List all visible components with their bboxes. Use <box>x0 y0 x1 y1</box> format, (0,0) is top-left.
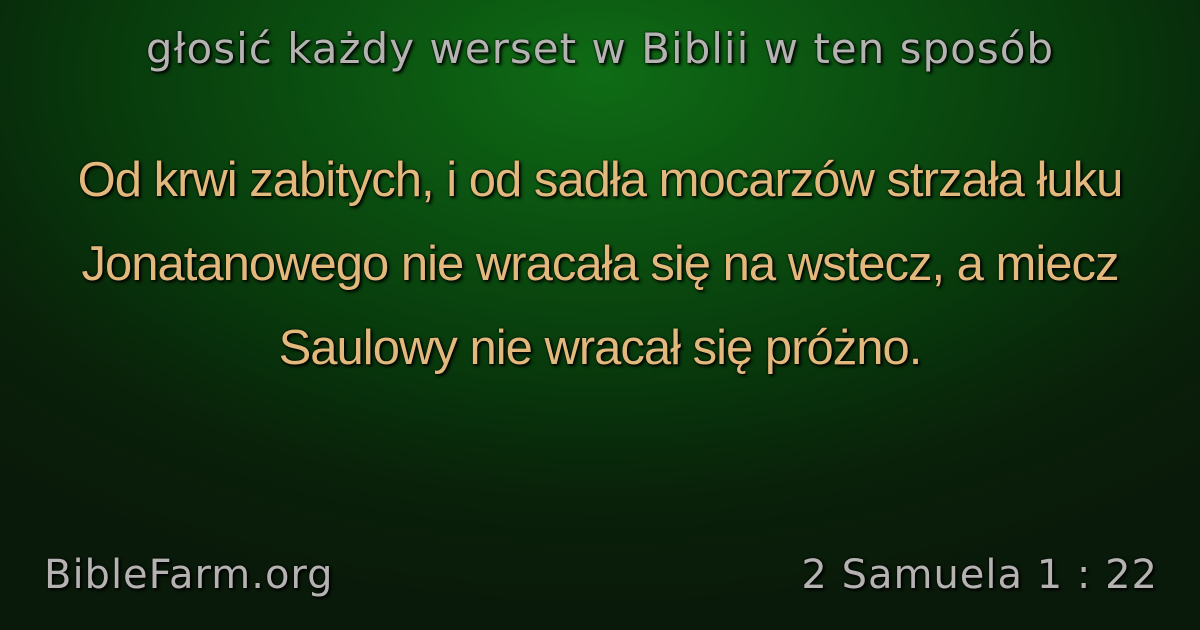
site-name: BibleFarm.org <box>44 552 334 598</box>
verse-reference: 2 Samuela 1 : 22 <box>801 552 1158 598</box>
verse-text: Od krwi zabitych, i od sadła mocarzów strzała łuku Jonatanowego nie wracała się na wstecz, a miecz Saulowy nie wracał się próżno. <box>77 153 1123 375</box>
tagline: głosić każdy werset w Biblii w ten sposób <box>145 24 1055 73</box>
